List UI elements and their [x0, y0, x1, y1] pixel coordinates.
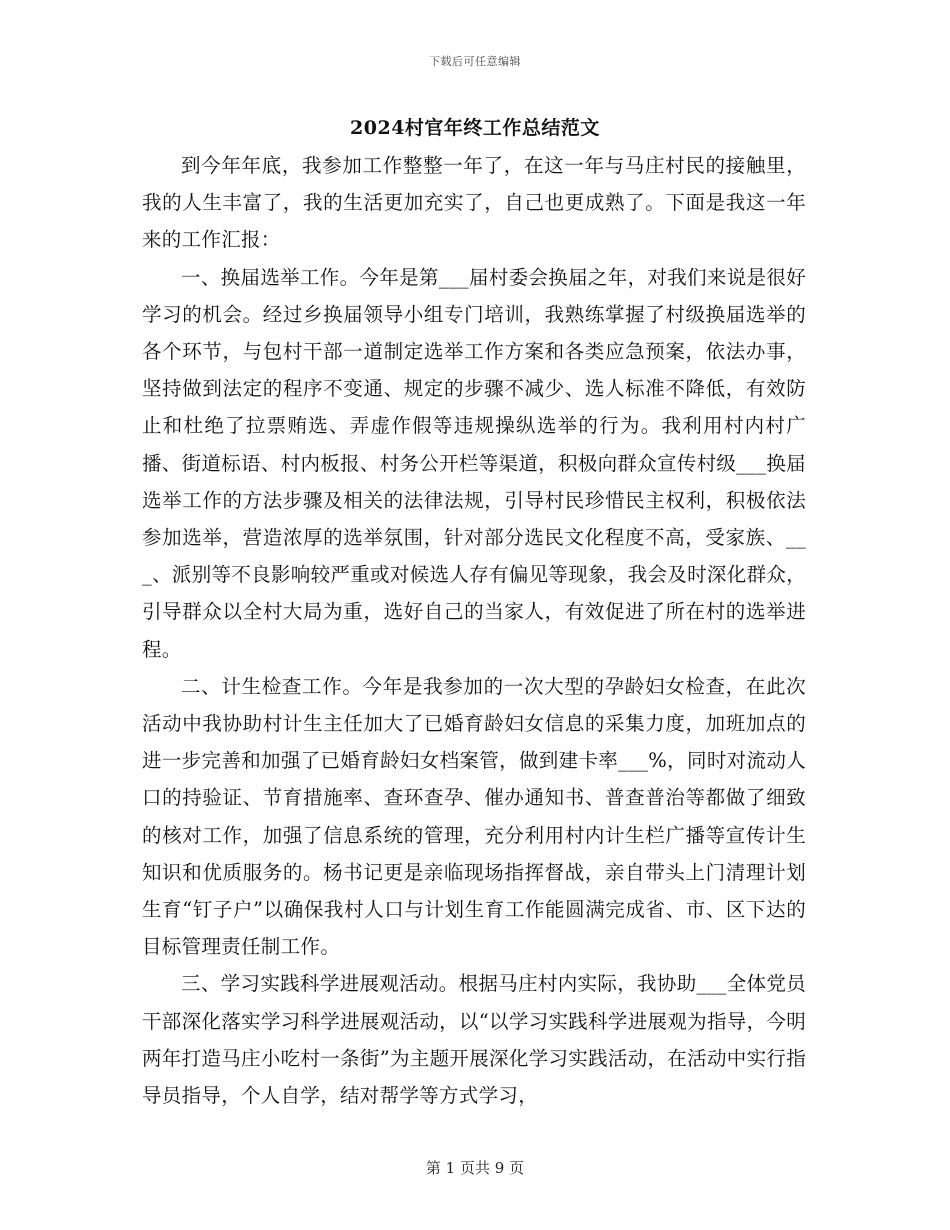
paragraph-intro: 到今年年底，我参加工作整整一年了，在这一年与马庄村民的接触里，我的人生丰富了，我的生活更加充实了，自己也更成熟了。下面是我这一年来的工作汇报： [142, 154, 806, 252]
header-note: 下载后可任意编辑 [429, 55, 521, 68]
paragraph-election-work: 一、换届选举工作。今年是第___届村委会换届之年，对我们来说是很好学习的机会。经过乡换届领导小组专门培训，我熟练掌握了村级换届选举的各个环节，与包村干部一道制定选举工作方案和各类应急预案，依法办事，坚持做到法定的程序不变通、规定的步骤不减少、选人标准不降低，有效防止和杜绝了拉票贿选、弄虚作假等违规操纵选举的行为。我利用村内村广播、街道标语、村内板报、村务公开栏等渠道，积极向群众宣传村级___换届选举工作的方法步骤及相关的法律法规，引导村民珍惜民主权利，积极依法参加选举，营造浓厚的选举氛围，针对部分选民文化程度不高，受家族、___、派别等不良影响较严重或对候选人存有偏见等现象，我会及时深化群众，引导群众以全村大局为重，选好自己的当家人，有效促进了所在村的选举进程。 [142, 265, 806, 661]
paragraph-family-planning: 二、计生检查工作。今年是我参加的一次大型的孕龄妇女检查，在此次活动中我协助村计生主任加大了已婚育龄妇女信息的采集力度，加班加点的进一步完善和加强了已婚育龄妇女档案管，做到建卡率___%，同时对流动人口的持验证、节育措施率、查环查孕、催办通知书、普查普治等都做了细致的核对工作，加强了信息系统的管理，充分利用村内计生栏广播等宣传计生知识和优质服务的。杨书记更是亲临现场指挥督战，亲自带头上门清理计划生育“钉子户”以确保我村人口与计划生育工作能圆满完成省、市、区下达的目标管理责任制工作。 [142, 674, 806, 959]
paragraph-study-practice: 三、学习实践科学进展观活动。根据马庄村内实际，我协助___全体党员干部深化落实学习科学进展观活动，以“以学习实践科学进展观为指导，今明两年打造马庄小吃村一条街”为主题开展深化学习实践活动，在活动中实行指导员指导，个人自学，结对帮学等方式学习， [142, 972, 806, 1108]
document-body [142, 147, 806, 1114]
page-footer: 第 1 页共 9 页 [425, 1159, 525, 1177]
document-title: 2024村官年终工作总结范文 [350, 117, 600, 139]
